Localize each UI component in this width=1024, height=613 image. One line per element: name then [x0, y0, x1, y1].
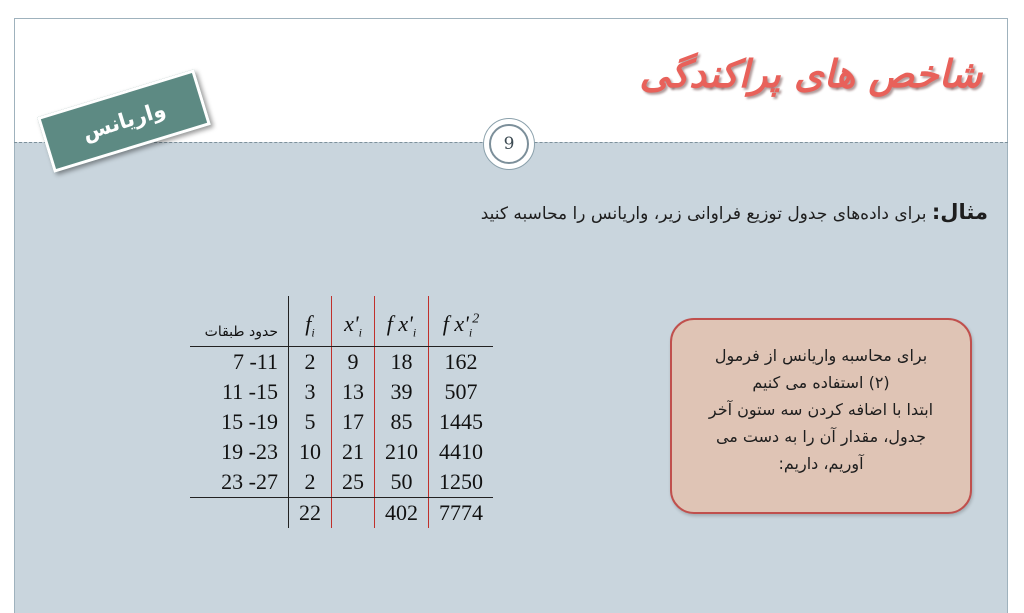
midpoint-cell: 13: [332, 377, 375, 407]
example-statement: [481, 200, 988, 224]
header-f-times-x: f $x'_i$: [375, 296, 429, 347]
table-row: [190, 437, 493, 467]
page-number: 9: [489, 124, 529, 164]
header-f-times-x-squared: f $x'_i^2$: [429, 296, 494, 347]
fx2-cell: 1445: [439, 409, 483, 434]
header-class-limits: حدود طبقات: [190, 296, 289, 347]
class-limits-cell: 7 -11: [190, 347, 289, 378]
class-limits-cell: 11 -15: [190, 377, 289, 407]
midpoint-cell: 9: [332, 347, 375, 378]
frequency-table: [190, 296, 493, 528]
total-fx: 402: [375, 498, 429, 529]
class-limits-cell: 15 -19: [190, 407, 289, 437]
callout-line: جدول، مقدار آن را به دست می: [715, 427, 927, 446]
total-midpoint: [332, 498, 375, 529]
frequency-cell: 3: [289, 377, 332, 407]
callout-line: ابتدا با اضافه کردن سه ستون آخر: [708, 400, 934, 419]
fx-cell: 85: [375, 407, 429, 437]
fx-cell: 50: [375, 467, 429, 498]
table-row: [190, 347, 493, 378]
table-row: [190, 407, 493, 437]
table-row: [190, 377, 493, 407]
midpoint-cell: 21: [332, 437, 375, 467]
fx-cell: 39: [375, 377, 429, 407]
fx2-cell: 507: [444, 379, 478, 404]
callout-line: آوریم، داریم:: [778, 454, 864, 473]
midpoint-cell: 17: [332, 407, 375, 437]
midpoint-cell: 25: [332, 467, 375, 498]
callout-line: برای محاسبه واریانس از فرمول: [714, 346, 928, 365]
fx2-cell: 4410: [439, 439, 483, 464]
header-midpoint: $x'_i$: [332, 296, 375, 347]
example-label: مثال:: [931, 200, 988, 224]
fx2-cell: 162: [444, 349, 478, 374]
example-text: برای داده‌های جدول توزیع فراوانی زیر، واریانس را محاسبه کنید: [480, 204, 932, 224]
table-row: [190, 467, 493, 498]
slide-title: شاخص های پراکندگی: [639, 52, 982, 96]
table-header-row: [190, 296, 493, 347]
total-fx2: 7774: [439, 500, 483, 525]
table-totals-row: [190, 498, 493, 529]
topic-ribbon: واریانس: [37, 69, 211, 172]
page-number-badge: [483, 118, 535, 170]
explanation-callout: [670, 318, 972, 514]
fx-cell: 18: [375, 347, 429, 378]
frequency-cell: 2: [289, 467, 332, 498]
class-limits-cell: 19 -23: [190, 437, 289, 467]
header-frequency: $f_i$: [289, 296, 332, 347]
frequency-cell: 5: [289, 407, 332, 437]
totals-label-cell: [190, 498, 289, 529]
callout-line: (۲) استفاده می کنیم: [752, 373, 890, 392]
frequency-cell: 2: [289, 347, 332, 378]
total-frequency: 22: [289, 498, 332, 529]
class-limits-cell: 23 -27: [190, 467, 289, 498]
fx2-cell: 1250: [429, 467, 494, 498]
frequency-cell: 10: [289, 437, 332, 467]
fx-cell: 210: [375, 437, 429, 467]
